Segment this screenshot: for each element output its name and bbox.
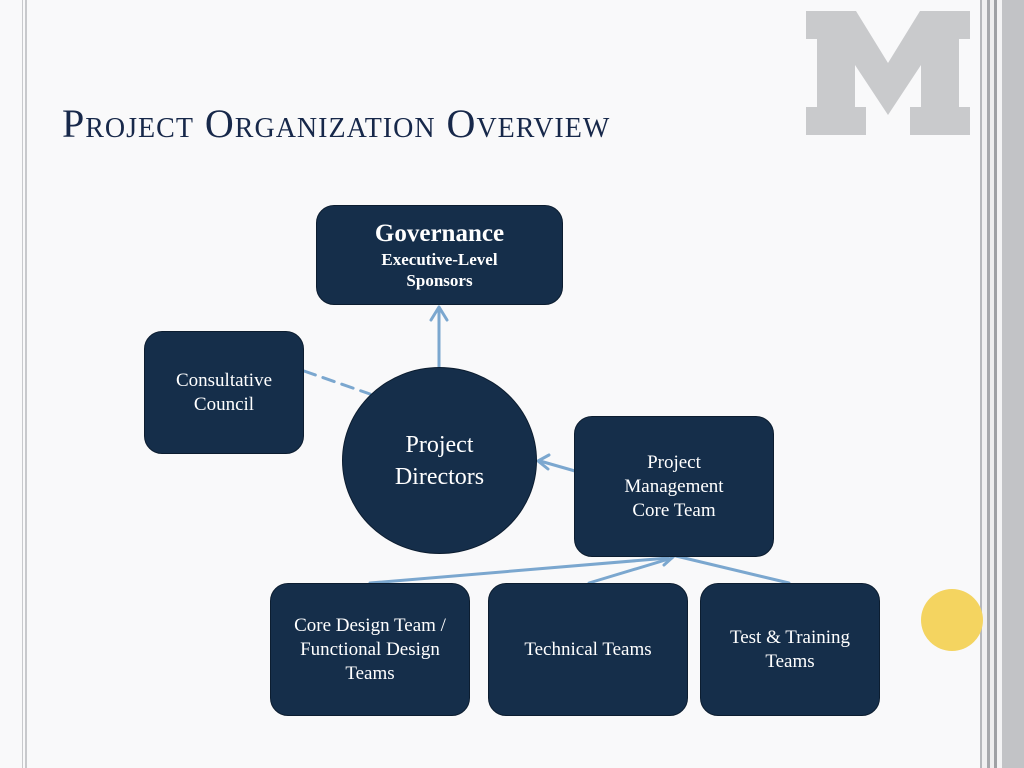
pm-core-team-node [574,416,774,557]
connector-coredesign-pm [370,558,668,583]
yellow-accent-circle [921,589,983,651]
governance-subtitle: Executive-Level Sponsors [381,250,498,290]
project-directors-node [342,367,537,554]
governance-heading: Governance [374,220,505,247]
connector-consultative-directors [304,371,370,394]
core-design-team-label: Core Design Team / Functional Design Teams [294,614,446,684]
core-design-team-node [270,583,470,716]
consultative-council-node [144,331,304,454]
pm-core-team-label: Project Management Core Team [624,451,724,521]
connector-testtraining-pm [676,556,789,583]
test-training-teams-node [700,583,880,716]
slide-title: Project Organization Overview [62,101,611,146]
project-directors-label: Project Directors [394,431,485,490]
technical-teams-label: Technical Teams [524,638,652,660]
test-training-teams-label: Test & Training Teams [729,626,851,672]
governance-node [316,205,563,305]
technical-teams-node [488,583,688,716]
consultative-council-label: Consultative Council [175,369,273,415]
